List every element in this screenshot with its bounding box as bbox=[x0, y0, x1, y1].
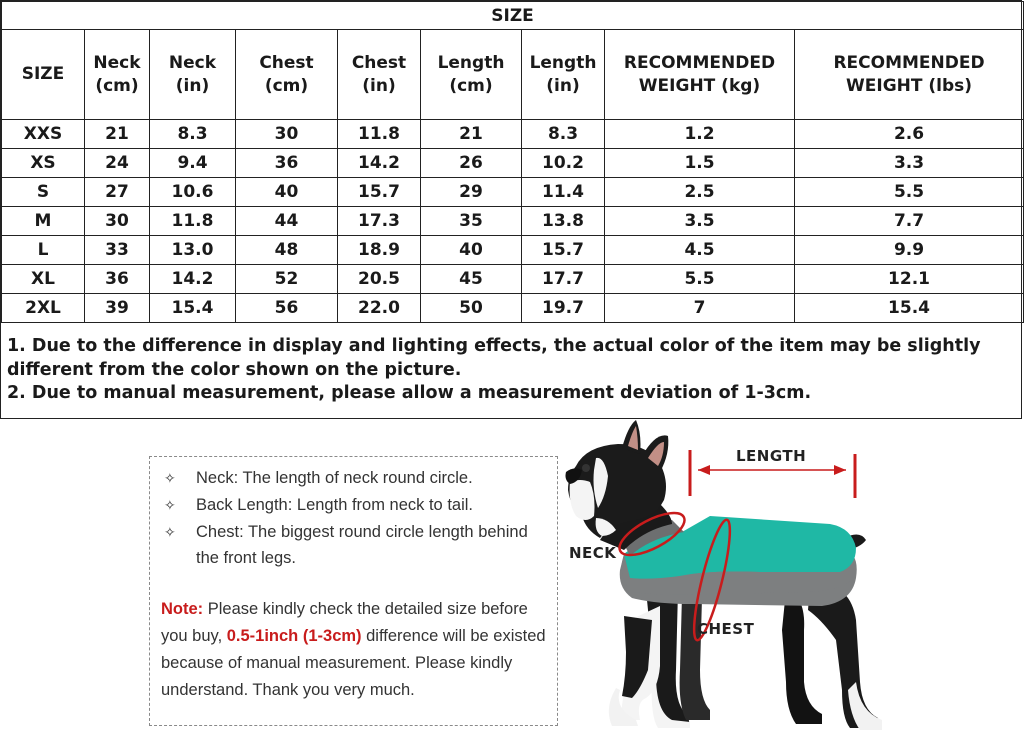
table-row bbox=[2, 207, 1024, 236]
table-cell: 2.6 bbox=[795, 120, 1024, 149]
table-cell: 9.4 bbox=[150, 149, 236, 178]
size-cell: L bbox=[2, 236, 85, 265]
table-cell: 18.9 bbox=[338, 236, 421, 265]
table-cell: 11.4 bbox=[522, 178, 605, 207]
table-title: SIZE bbox=[2, 2, 1024, 30]
column-header-line: Neck bbox=[93, 52, 141, 73]
table-cell: 10.2 bbox=[522, 149, 605, 178]
table-cell: 35 bbox=[421, 207, 522, 236]
table-cell: 7 bbox=[605, 294, 795, 323]
table-cell: 19.7 bbox=[522, 294, 605, 323]
bullet-neck: ✧ Neck: The length of neck round circle. bbox=[164, 465, 554, 491]
note-2: 2. Due to manual measurement, please allow a measurement deviation of 1-3cm. bbox=[7, 383, 812, 403]
note-text-1: Please kindly check the detailed size before you buy, bbox=[161, 600, 528, 645]
bullet-back-length: ✧ Back Length: Length from neck to tail. bbox=[164, 492, 554, 518]
table-cell: 36 bbox=[85, 265, 150, 294]
note-label: Note: bbox=[161, 600, 204, 618]
column-header-line: (in) bbox=[546, 75, 580, 96]
table-cell: 17.7 bbox=[522, 265, 605, 294]
column-header-line: Chest bbox=[351, 52, 407, 73]
bullet-chest: ✧ Chest: The biggest round circle length behind the front legs. bbox=[164, 519, 554, 571]
table-cell: 14.2 bbox=[338, 149, 421, 178]
table-cell: 24 bbox=[85, 149, 150, 178]
table-cell: 36 bbox=[236, 149, 338, 178]
column-header bbox=[605, 30, 795, 120]
table-cell: 3.5 bbox=[605, 207, 795, 236]
note-1: 1. Due to the difference in display and lighting effects, the actual color of the item may be slightly different from the color shown on the picture. bbox=[7, 336, 981, 380]
column-header-line: (cm) bbox=[264, 75, 309, 96]
table-cell: 7.7 bbox=[795, 207, 1024, 236]
table-cell: 10.6 bbox=[150, 178, 236, 207]
table-cell: 15.7 bbox=[522, 236, 605, 265]
table-cell: 4.5 bbox=[605, 236, 795, 265]
table-cell: 44 bbox=[236, 207, 338, 236]
star-icon: ✧ bbox=[164, 524, 176, 540]
table-row bbox=[2, 149, 1024, 178]
column-header-line: SIZE bbox=[21, 64, 65, 84]
table-row bbox=[2, 265, 1024, 294]
table-cell: 30 bbox=[85, 207, 150, 236]
table-cell: 20.5 bbox=[338, 265, 421, 294]
table-cell: 1.5 bbox=[605, 149, 795, 178]
table-cell: 8.3 bbox=[522, 120, 605, 149]
column-header-line: Neck bbox=[168, 52, 217, 73]
note-highlight: 0.5-1inch (1-3cm) bbox=[226, 627, 362, 645]
table-cell: 30 bbox=[236, 120, 338, 149]
table-cell: 40 bbox=[236, 178, 338, 207]
table-cell: 5.5 bbox=[795, 178, 1024, 207]
column-header-line: (cm) bbox=[449, 75, 493, 96]
column-header-line: WEIGHT (lbs) bbox=[846, 75, 973, 96]
column-header-line: RECOMMENDED bbox=[623, 52, 776, 73]
column-header bbox=[85, 30, 150, 120]
dog-illustration bbox=[560, 420, 1020, 742]
table-cell: 9.9 bbox=[795, 236, 1024, 265]
chest-label: CHEST bbox=[697, 620, 755, 638]
table-cell: 14.2 bbox=[150, 265, 236, 294]
column-header bbox=[338, 30, 421, 120]
table-cell: 2.5 bbox=[605, 178, 795, 207]
column-header bbox=[795, 30, 1024, 120]
size-cell: M bbox=[2, 207, 85, 236]
table-cell: 11.8 bbox=[338, 120, 421, 149]
column-header bbox=[150, 30, 236, 120]
size-table bbox=[1, 1, 1024, 323]
length-label: LENGTH bbox=[736, 447, 807, 465]
table-cell: 13.8 bbox=[522, 207, 605, 236]
table-cell: 5.5 bbox=[605, 265, 795, 294]
star-icon: ✧ bbox=[164, 497, 176, 513]
size-cell: 2XL bbox=[2, 294, 85, 323]
column-header-line: Length bbox=[437, 52, 505, 73]
column-header bbox=[236, 30, 338, 120]
table-cell: 3.3 bbox=[795, 149, 1024, 178]
table-cell: 33 bbox=[85, 236, 150, 265]
table-cell: 45 bbox=[421, 265, 522, 294]
size-cell: XXS bbox=[2, 120, 85, 149]
table-cell: 15.4 bbox=[795, 294, 1024, 323]
table-cell: 12.1 bbox=[795, 265, 1024, 294]
header-row bbox=[2, 30, 1024, 120]
table-cell: 40 bbox=[421, 236, 522, 265]
column-header bbox=[522, 30, 605, 120]
column-header bbox=[2, 30, 85, 120]
column-header-line: Length bbox=[529, 52, 597, 73]
column-header-line: (cm) bbox=[95, 75, 139, 96]
size-cell: XL bbox=[2, 265, 85, 294]
column-header-line: Chest bbox=[259, 52, 314, 73]
table-row bbox=[2, 236, 1024, 265]
table-cell: 56 bbox=[236, 294, 338, 323]
note-paragraph bbox=[161, 596, 553, 704]
column-header-line: (in) bbox=[175, 75, 210, 96]
table-cell: 22.0 bbox=[338, 294, 421, 323]
column-header bbox=[421, 30, 522, 120]
star-icon: ✧ bbox=[164, 470, 176, 486]
table-cell: 15.7 bbox=[338, 178, 421, 207]
table-cell: 26 bbox=[421, 149, 522, 178]
table-row bbox=[2, 120, 1024, 149]
column-header-line: (in) bbox=[362, 75, 396, 96]
table-cell: 21 bbox=[421, 120, 522, 149]
table-cell: 27 bbox=[85, 178, 150, 207]
table-cell: 29 bbox=[421, 178, 522, 207]
table-cell: 52 bbox=[236, 265, 338, 294]
neck-label: NECK bbox=[569, 544, 617, 562]
table-cell: 50 bbox=[421, 294, 522, 323]
note-text-2: difference will be existed because of manual measurement. Please kindly understand. Thank you very much. bbox=[161, 627, 546, 699]
size-cell: XS bbox=[2, 149, 85, 178]
table-cell: 21 bbox=[85, 120, 150, 149]
column-header-line: WEIGHT (kg) bbox=[638, 75, 761, 96]
table-cell: 8.3 bbox=[150, 120, 236, 149]
table-row bbox=[2, 294, 1024, 323]
dog-measurement-figure bbox=[560, 420, 1020, 742]
table-cell: 13.0 bbox=[150, 236, 236, 265]
measurement-guide bbox=[149, 456, 558, 726]
table-cell: 48 bbox=[236, 236, 338, 265]
size-cell: S bbox=[2, 178, 85, 207]
notes bbox=[7, 335, 1017, 406]
column-header-line: RECOMMENDED bbox=[833, 52, 985, 73]
table-cell: 39 bbox=[85, 294, 150, 323]
table-cell: 17.3 bbox=[338, 207, 421, 236]
table-cell: 15.4 bbox=[150, 294, 236, 323]
table-row bbox=[2, 178, 1024, 207]
table-cell: 1.2 bbox=[605, 120, 795, 149]
table-cell: 11.8 bbox=[150, 207, 236, 236]
